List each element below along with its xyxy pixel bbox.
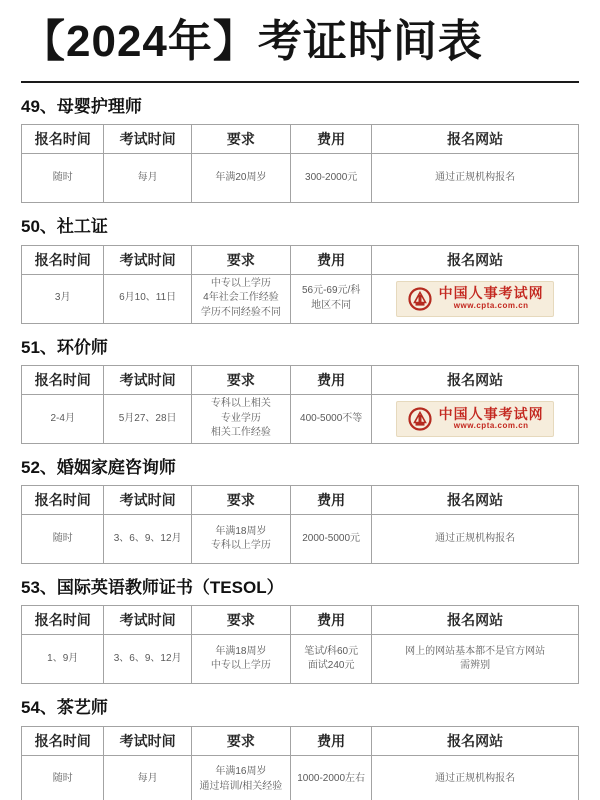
cell-line: 专业学历 — [220, 412, 261, 424]
header-row — [22, 125, 579, 154]
col-header-fee: 费用 — [291, 365, 372, 394]
cell-fee — [291, 755, 372, 800]
cell-line: 6月10、11日 — [119, 292, 177, 304]
cpta-logo-name: 中国人事考试网 — [438, 405, 544, 422]
cell-website — [372, 635, 579, 684]
col-header-requirements: 要求 — [191, 125, 290, 154]
section-54-tea-art-specialist — [21, 697, 579, 800]
cell-line: 需辨别 — [460, 660, 491, 672]
col-header-signup-time: 报名时间 — [22, 245, 104, 274]
cpta-logo — [396, 281, 554, 317]
cpta-logo-url: www.cpta.com.cn — [453, 300, 529, 310]
col-header-fee: 费用 — [291, 125, 372, 154]
cell-line: 专科以上学历 — [210, 540, 271, 551]
cell-line: 面试240元 — [307, 660, 355, 672]
cell-line: 通过正规机构报名 — [435, 532, 516, 544]
section-49-maternal-infant-care — [21, 96, 579, 203]
cell-line: 每月 — [137, 773, 158, 785]
cell-requirements — [191, 635, 290, 684]
cell-line: 年满18周岁 — [215, 525, 267, 537]
header-row — [22, 606, 579, 635]
cell-signup-time — [22, 154, 104, 203]
cell-fee — [291, 394, 372, 443]
cell-signup-time — [22, 274, 104, 323]
col-header-signup-time: 报名时间 — [22, 726, 104, 755]
cell-requirements — [191, 274, 290, 323]
section-title: 51、环价师 — [21, 337, 108, 357]
cell-line: 3、6、9、12月 — [113, 653, 182, 664]
col-header-signup-time: 报名时间 — [22, 365, 104, 394]
cell-line: 通过正规机构报名 — [435, 773, 516, 785]
col-header-exam-time: 考试时间 — [104, 125, 191, 154]
section-53-tesol-certificate — [21, 577, 579, 684]
cell-website — [372, 755, 579, 800]
cell-signup-time — [22, 515, 104, 564]
col-header-exam-time: 考试时间 — [104, 245, 191, 274]
section-title: 49、母婴护理师 — [21, 97, 142, 116]
col-header-website: 报名网站 — [372, 486, 579, 515]
cell-exam-time — [104, 274, 191, 323]
cell-line: 网上的网站基本都不是官方网站 — [405, 645, 546, 657]
col-header-website: 报名网站 — [372, 365, 579, 394]
section-title: 54、茶艺师 — [21, 698, 108, 718]
cell-line: 每月 — [137, 172, 158, 183]
cert-table-53 — [21, 605, 579, 684]
col-header-exam-time: 考试时间 — [104, 365, 191, 394]
cert-table-51 — [21, 365, 579, 444]
cell-line: 300-2000元 — [305, 172, 358, 183]
cell-line: 3月 — [54, 292, 71, 304]
col-header-fee: 费用 — [291, 726, 372, 755]
cell-signup-time — [22, 394, 104, 443]
cell-requirements — [191, 394, 290, 443]
cell-line: 随时 — [52, 172, 73, 183]
header-row — [22, 365, 579, 394]
cell-line: 年满18周岁 — [215, 645, 267, 657]
cell-line: 3、6、9、12月 — [113, 532, 182, 544]
section-title: 50、社工证 — [21, 217, 108, 237]
cpta-logo — [396, 401, 554, 437]
cell-website — [372, 154, 579, 203]
col-header-website: 报名网站 — [372, 245, 579, 274]
cell-website — [372, 274, 579, 323]
col-header-exam-time: 考试时间 — [104, 486, 191, 515]
cell-line: 笔试/科60元 — [304, 645, 359, 657]
cpta-emblem-icon — [407, 406, 433, 432]
table-row — [22, 635, 579, 684]
col-header-fee: 费用 — [291, 486, 372, 515]
cell-line: 地区不同 — [311, 299, 352, 311]
cell-exam-time — [104, 635, 191, 684]
col-header-requirements: 要求 — [191, 245, 290, 274]
cpta-logo-name: 中国人事考试网 — [438, 285, 544, 302]
cell-line: 年满20周岁 — [215, 172, 267, 183]
cell-signup-time — [22, 635, 104, 684]
col-header-exam-time: 考试时间 — [104, 606, 191, 635]
cell-line: 5月27、28日 — [118, 412, 177, 424]
cpta-logo-url: www.cpta.com.cn — [453, 421, 529, 431]
col-header-website: 报名网站 — [372, 606, 579, 635]
cell-requirements — [191, 154, 290, 203]
col-header-exam-time: 考试时间 — [104, 726, 191, 755]
title-divider — [21, 81, 579, 83]
cert-table-50 — [21, 245, 579, 324]
section-title: 52、婚姻家庭咨询师 — [21, 457, 176, 477]
cell-line: 400-5000不等 — [300, 412, 363, 424]
table-row — [22, 274, 579, 323]
col-header-website: 报名网站 — [372, 125, 579, 154]
cell-website — [372, 515, 579, 564]
cell-requirements — [191, 515, 290, 564]
col-header-website: 报名网站 — [372, 726, 579, 755]
table-row — [22, 394, 579, 443]
table-row — [22, 515, 579, 564]
cell-exam-time — [104, 755, 191, 800]
cell-line: 4年社会工作经验 — [203, 292, 279, 304]
cell-line: 1000-2000左右 — [297, 773, 366, 785]
cpta-emblem-icon — [407, 286, 433, 312]
table-row — [22, 154, 579, 203]
col-header-fee: 费用 — [291, 606, 372, 635]
cert-table-52 — [21, 485, 579, 564]
header-row — [22, 726, 579, 755]
cert-table-54 — [21, 726, 579, 800]
section-title: 53、国际英语教师证书（TESOL） — [21, 578, 284, 597]
cell-line: 中专以上学历 — [210, 660, 271, 672]
cell-line: 随时 — [52, 773, 73, 785]
section-52-marriage-family-counselor — [21, 457, 579, 564]
cell-signup-time — [22, 755, 104, 800]
col-header-requirements: 要求 — [191, 365, 290, 394]
cell-line: 专科以上相关 — [210, 398, 271, 409]
cell-fee — [291, 635, 372, 684]
section-51-environmental-assessor — [21, 337, 579, 444]
col-header-requirements: 要求 — [191, 606, 290, 635]
cell-line: 通过正规机构报名 — [435, 172, 516, 183]
header-row — [22, 245, 579, 274]
col-header-requirements: 要求 — [191, 486, 290, 515]
cell-exam-time — [104, 394, 191, 443]
cell-fee — [291, 274, 372, 323]
section-50-social-worker — [21, 216, 579, 323]
col-header-fee: 费用 — [291, 245, 372, 274]
table-row — [22, 755, 579, 800]
cpta-logo-text — [439, 286, 544, 310]
cell-line: 2-4月 — [50, 412, 75, 424]
cell-line: 1、9月 — [47, 653, 79, 664]
cell-fee — [291, 515, 372, 564]
cell-line: 随时 — [52, 532, 73, 544]
cell-exam-time — [104, 154, 191, 203]
cell-requirements — [191, 755, 290, 800]
col-header-requirements: 要求 — [191, 726, 290, 755]
cell-line: 56元-69元/科 — [301, 285, 361, 296]
cert-table-49 — [21, 124, 579, 203]
cpta-logo-text — [439, 407, 544, 431]
col-header-signup-time: 报名时间 — [22, 606, 104, 635]
cell-line: 年满16周岁 — [215, 766, 267, 777]
cell-line: 通过培训/相关经验 — [199, 780, 283, 792]
page-title: 【2024年】考证时间表 — [21, 17, 483, 66]
col-header-signup-time: 报名时间 — [22, 486, 104, 515]
cell-website — [372, 394, 579, 443]
cell-line: 相关工作经验 — [210, 427, 271, 438]
cell-line: 中专以上学历 — [210, 277, 271, 289]
cell-exam-time — [104, 515, 191, 564]
cell-fee — [291, 154, 372, 203]
col-header-signup-time: 报名时间 — [22, 125, 104, 154]
header-row — [22, 486, 579, 515]
cell-line: 2000-5000元 — [302, 532, 361, 544]
cell-line: 学历不同经验不同 — [200, 306, 281, 318]
